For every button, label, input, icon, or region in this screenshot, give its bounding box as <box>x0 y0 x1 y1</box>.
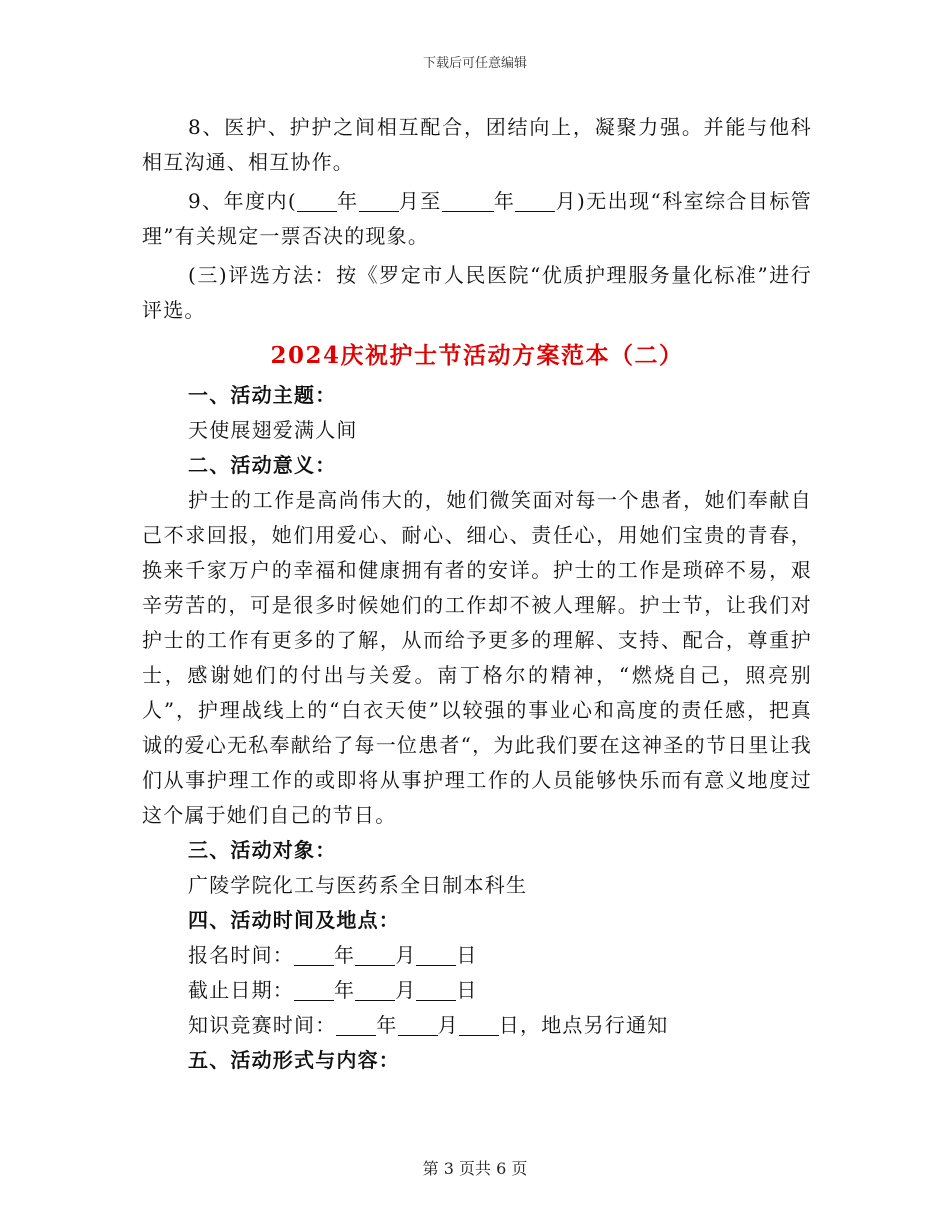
blank-line <box>359 189 399 212</box>
contest-time-row <box>142 1008 812 1043</box>
item-9-year: 年 <box>336 189 359 213</box>
day-label: 日 <box>456 978 478 1002</box>
year-label: 年 <box>376 1013 398 1037</box>
blank-line <box>398 1013 438 1036</box>
section-1-text: 天使展翅爱满人间 <box>188 418 358 442</box>
blank-line <box>294 943 334 966</box>
blank-line <box>515 189 555 212</box>
month-label: 月 <box>395 978 417 1002</box>
item-9-year-2: 年 <box>493 189 516 213</box>
day-label: 日 <box>456 943 478 967</box>
deadline-label: 截止日期： <box>188 978 294 1002</box>
item-9-month: 月至 <box>398 189 442 213</box>
section-2-heading: 二、活动意义： <box>188 453 337 477</box>
blank-line <box>294 978 334 1001</box>
blank-line <box>459 1013 499 1036</box>
document-title: 2024庆祝护士节活动方案范本（二） <box>270 342 684 369</box>
section-3-heading: 三、活动对象： <box>188 838 337 862</box>
blank-line <box>297 189 337 212</box>
month-label: 月 <box>437 1013 459 1037</box>
month-label: 月 <box>395 943 417 967</box>
document-body <box>142 110 812 1078</box>
section-5-heading: 五、活动形式与内容： <box>188 1048 400 1072</box>
page-footer: 第 3 页共 6 页 <box>422 1159 528 1178</box>
blank-line <box>416 943 456 966</box>
registration-time-row <box>142 938 812 973</box>
evaluation-method-paragraph: (三)评选方法：按《罗定市人民医院“优质护理服务量化标准”进行评选。 <box>142 263 812 322</box>
blank-line <box>355 943 395 966</box>
section-4-heading: 四、活动时间及地点： <box>188 908 400 932</box>
section-1-heading: 一、活动主题： <box>188 383 337 407</box>
item-9-month-2: 月)无出现“科室综合目标管理”有关规定一票否决的现象。 <box>142 189 812 248</box>
section-3-text: 广陵学院化工与医药系全日制本科生 <box>188 873 528 897</box>
year-label: 年 <box>334 943 356 967</box>
deadline-row <box>142 973 812 1008</box>
blank-line <box>416 978 456 1001</box>
blank-line <box>442 189 494 212</box>
blank-line <box>336 1013 376 1036</box>
year-label: 年 <box>334 978 356 1002</box>
contest-suffix: 日，地点另行通知 <box>498 1013 669 1037</box>
contest-label: 知识竞赛时间： <box>188 1013 337 1037</box>
item-9-paragraph <box>142 184 812 254</box>
registration-label: 报名时间： <box>188 943 294 967</box>
item-8-paragraph: 8、医护、护护之间相互配合，团结向上，凝聚力强。并能与他科相互沟通、相互协作。 <box>142 115 812 174</box>
page-header: 下载后可任意编辑 <box>422 56 527 71</box>
blank-line <box>355 978 395 1001</box>
item-9-prefix: 9、年度内( <box>188 189 297 213</box>
section-2-text: 护士的工作是高尚伟大的，她们微笑面对每一个患者，她们奉献自己不求回报，她们用爱心、耐心、细心、责任心，用她们宝贵的青春，换来千家万户的幸福和健康拥有者的安详。护士的工作是琐碎不易，艰辛劳苦的，可是很多时候她们的工作却不被人理解。护士节，让我们对护士的工作有更多的了解，从而给予更多的理解、支持、配合，尊重护士，感谢她们的付出与关爱。南丁格尔的精神，“燃烧自己，照亮别人”，护理战线上的“白衣天使”以较强的事业心和高度的责任感，把真诚的爱心无私奉献给了每一位患者“，为此我们要在这神圣的节日里让我们从事护理工作的或即将从事护理工作的人员能够快乐而有意义地度过这个属于她们自己的节日。 <box>142 488 812 827</box>
